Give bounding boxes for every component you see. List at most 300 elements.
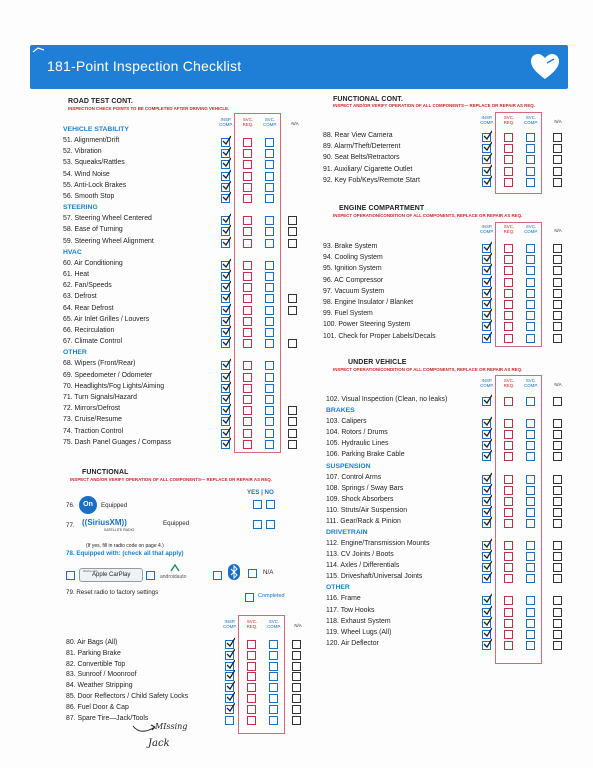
na-checkbox[interactable] [288,306,297,315]
svc-req-checkbox[interactable] [504,563,513,572]
checklist-item-label: 109. Shock Absorbers [326,495,394,503]
svc-req-checkbox[interactable] [243,160,252,169]
na-checkbox[interactable] [292,716,301,725]
svc-comp-checkbox[interactable] [265,216,274,225]
svc-req-checkbox[interactable] [504,155,513,164]
carplay-checkbox[interactable] [66,571,75,580]
category-heading: STEERING [63,204,98,212]
svc-comp-checkbox[interactable] [269,705,278,714]
na-checkbox[interactable] [288,440,297,449]
checklist-item-label: 52. Vibration [63,148,102,156]
checkmark-icon [483,616,492,626]
svc-req-checkbox[interactable] [504,486,513,495]
checkmark-icon [222,303,231,313]
na-checkbox[interactable] [288,239,297,248]
handwritten-note-jack: Jack [148,738,170,749]
siriusxm-logo: ((SiriusXM)) [82,518,127,527]
svc-req-checkbox[interactable] [504,441,513,450]
svc-req-checkbox[interactable] [247,716,256,725]
svc-comp-checkbox[interactable] [526,619,535,628]
svc-req-checkbox[interactable] [243,149,252,158]
item78-na-checkbox[interactable] [248,569,257,578]
column-header-na: N/A [554,119,562,124]
svc-comp-checkbox[interactable] [526,608,535,617]
svc-req-checkbox[interactable] [243,172,252,181]
svc-req-checkbox[interactable] [243,272,252,281]
svc-comp-checkbox[interactable] [526,255,535,264]
checklist-item-label: 118. Exhaust System [326,617,391,625]
item79-completed-label: Completed [258,593,285,599]
na-checkbox[interactable] [553,300,562,309]
svc-comp-checkbox[interactable] [526,497,535,506]
functional-title: FUNCTIONAL [82,469,129,476]
checklist-item-label: 63. Defrost [63,293,97,301]
svc-comp-checkbox[interactable] [526,508,535,517]
na-checkbox[interactable] [553,289,562,298]
checkmark-icon [222,437,231,447]
na-checkbox[interactable] [288,406,297,415]
checkmark-icon [483,427,492,437]
na-checkbox[interactable] [553,167,562,176]
na-checkbox[interactable] [553,497,562,506]
svc-req-checkbox[interactable] [504,519,513,528]
svc-req-checkbox[interactable] [243,317,252,326]
na-checkbox[interactable] [292,683,301,692]
na-checkbox[interactable] [553,508,562,517]
under-vehicle-title: UNDER VEHICLE [348,359,407,366]
svc-comp-checkbox[interactable] [265,194,274,203]
svc-comp-checkbox[interactable] [265,361,274,370]
svc-comp-checkbox[interactable] [526,486,535,495]
na-checkbox[interactable] [553,244,562,253]
column-header-svc_req: SVC. REQ. [503,224,515,234]
na-checkbox[interactable] [553,619,562,628]
svc-req-checkbox[interactable] [247,640,256,649]
checkmark-icon [222,224,231,234]
svc-req-checkbox[interactable] [247,672,256,681]
checklist-item-label: 57. Steering Wheel Centered [63,215,152,223]
svc-comp-checkbox[interactable] [269,683,278,692]
svc-comp-checkbox[interactable] [526,574,535,583]
checklist-item-label: 72. Mirrors/Defrost [63,405,121,413]
checklist-item-label: 103. Calipers [326,418,367,426]
na-checkbox[interactable] [553,155,562,164]
na-checkbox[interactable] [553,541,562,550]
svc-comp-checkbox[interactable] [265,339,274,348]
checklist-item-label: 62. Fan/Speeds [63,282,112,290]
na-checkbox[interactable] [553,608,562,617]
svc-req-checkbox[interactable] [243,294,252,303]
svc-comp-checkbox[interactable] [265,172,274,181]
svc-req-checkbox[interactable] [243,440,252,449]
svc-req-checkbox[interactable] [243,361,252,370]
na-checkbox[interactable] [288,294,297,303]
svc-req-checkbox[interactable] [504,244,513,253]
column-header-na: N/A [554,382,562,387]
checkmark-icon [222,325,231,335]
svc-req-checkbox[interactable] [504,630,513,639]
functional-cont-subtitle: INSPECT AND/OR VERIFY OPERATION OF ALL COMPONENTS— REPLACE OR REPAIR AS REQ. [333,103,535,108]
svc-req-checkbox[interactable] [504,278,513,287]
na-checkbox[interactable] [553,574,562,583]
svc-comp-checkbox[interactable] [269,672,278,681]
na-checkbox[interactable] [553,486,562,495]
svc-req-checkbox[interactable] [504,619,513,628]
checklist-item-label: 73. Cruise/Resume [63,416,122,424]
item78-label: 78. Equipped with: (check all that apply) [66,550,184,557]
svc-comp-checkbox[interactable] [526,133,535,142]
checklist-item-label: 93. Brake System [323,243,378,250]
svc-req-checkbox[interactable] [243,261,252,270]
column-header-svc_comp: SVC. COMP. [524,224,538,234]
checklist-item-label: 108. Springs / Sway Bars [326,484,404,492]
checklist-item-label: 53. Squeaks/Rattles [63,159,125,167]
na-checkbox[interactable] [553,563,562,572]
checkmark-icon [222,291,231,301]
svc-comp-checkbox[interactable] [265,306,274,315]
na-checkbox[interactable] [553,322,562,331]
category-heading: OTHER [63,349,87,357]
svc-comp-checkbox[interactable] [526,311,535,320]
svc-comp-checkbox[interactable] [526,519,535,528]
column-header-insp: INSP. COMP. [480,378,494,388]
checklist-item-label: 83. Sunroof / Moonroof [66,671,137,679]
na-checkbox[interactable] [553,641,562,650]
checkmark-icon [483,141,492,151]
svc-req-checkbox[interactable] [504,322,513,331]
na-checkbox[interactable] [553,552,562,561]
svc-comp-checkbox[interactable] [526,419,535,428]
na-checkbox[interactable] [553,452,562,461]
checklist-item-label: 87. Spare Tire—Jack/Tools [66,714,149,722]
checkmark-icon [483,505,492,515]
column-header-svc_comp: SVC. COMP. [524,115,538,125]
svc-req-checkbox[interactable] [504,475,513,484]
svc-comp-checkbox[interactable] [265,272,274,281]
svc-req-checkbox[interactable] [504,608,513,617]
svc-comp-checkbox[interactable] [265,149,274,158]
checklist-item-label: 98. Engine Insulator / Blanket [323,299,414,306]
svc-req-checkbox[interactable] [504,508,513,517]
svc-comp-checkbox[interactable] [265,328,274,337]
checkmark-icon [483,394,492,404]
checkmark-icon [222,426,231,436]
svc-comp-checkbox[interactable] [526,563,535,572]
svc-req-checkbox[interactable] [504,552,513,561]
svc-req-checkbox[interactable] [504,255,513,264]
item78-na-label: N/A [263,569,274,576]
svc-req-checkbox[interactable] [504,596,513,605]
na-checkbox[interactable] [288,339,297,348]
svc-comp-checkbox[interactable] [526,397,535,406]
column-header-na: N/A [294,623,302,628]
svc-comp-checkbox[interactable] [526,552,535,561]
svc-comp-checkbox[interactable] [265,373,274,382]
svc-comp-checkbox[interactable] [526,322,535,331]
svc-comp-checkbox[interactable] [526,144,535,153]
checklist-item-label: 55. Anti-Lock Brakes [63,181,127,189]
item77-label: Equipped [163,520,190,527]
na-checkbox[interactable] [553,419,562,428]
checkmark-icon [226,648,235,658]
na-checkbox[interactable] [292,640,301,649]
na-checkbox[interactable] [553,475,562,484]
svc-comp-checkbox[interactable] [265,227,274,236]
checkmark-icon [222,180,231,190]
na-checkbox[interactable] [292,651,301,660]
category-heading: DRIVETRAIN [326,529,368,536]
checkmark-icon [222,236,231,246]
na-checkbox[interactable] [553,596,562,605]
svc-comp-checkbox[interactable] [526,475,535,484]
carplay-label: Apple CarPlay [92,572,131,578]
checkmark-icon [222,157,231,167]
svc-req-checkbox[interactable] [504,167,513,176]
svc-comp-checkbox[interactable] [526,289,535,298]
column-header-insp: INSP. COMP. [480,115,494,125]
svc-comp-checkbox[interactable] [526,300,535,309]
checkmark-icon [483,538,492,548]
na-checkbox[interactable] [288,227,297,236]
checklist-item-label: 111. Gear/Rack & Pinion [326,517,401,525]
svc-comp-checkbox[interactable] [265,160,274,169]
svc-comp-checkbox[interactable] [269,651,278,660]
item77-no-checkbox[interactable] [266,520,275,529]
svc-req-checkbox[interactable] [504,311,513,320]
na-checkbox[interactable] [553,255,562,264]
checklist-item-label: 117. Tow Hooks [326,606,375,614]
checkmark-icon [222,381,231,391]
bluetooth-checkbox[interactable] [213,571,222,580]
svc-comp-checkbox[interactable] [265,317,274,326]
svc-req-checkbox[interactable] [504,541,513,550]
svc-comp-checkbox[interactable] [265,406,274,415]
svc-req-checkbox[interactable] [243,429,252,438]
svc-req-checkbox[interactable] [504,178,513,187]
checkmark-icon [226,659,235,669]
na-checkbox[interactable] [553,519,562,528]
checkmark-icon [226,637,235,647]
na-checkbox[interactable] [553,397,562,406]
na-checkbox[interactable] [292,672,301,681]
column-header-na: N/A [554,228,562,233]
checklist-item-label: 65. Air Inlet Grilles / Louvers [63,315,150,323]
column-header-svc_req: SVC. REQ. [503,115,515,125]
svc-req-checkbox[interactable] [504,133,513,142]
na-checkbox[interactable] [288,417,297,426]
checkmark-icon [483,275,492,285]
bluetooth-icon [228,564,240,580]
column-header-svc_req: SVC. REQ. [246,619,258,629]
checkmark-icon [222,414,231,424]
item79-label: 79. Reset radio to factory settings [66,589,159,596]
na-checkbox[interactable] [553,178,562,187]
checkmark-icon [483,593,492,603]
svc-comp-checkbox[interactable] [526,441,535,450]
svc-comp-checkbox[interactable] [265,417,274,426]
checkmark-icon [483,286,492,296]
checklist-item-label: 75. Dash Panel Guages / Compass [63,438,172,446]
column-header-insp: INSP. COMP. [219,117,233,127]
checkmark-icon [222,403,231,413]
category-heading: OTHER [326,584,350,592]
svc-req-checkbox[interactable] [243,227,252,236]
checkmark-icon [483,560,492,570]
svc-req-checkbox[interactable] [504,289,513,298]
svc-comp-checkbox[interactable] [265,429,274,438]
item76-no-checkbox[interactable] [266,500,275,509]
svc-comp-checkbox[interactable] [526,641,535,650]
checklist-item-label: 71. Turn Signals/Hazard [63,394,137,401]
android-auto-checkbox[interactable] [146,571,155,580]
svc-req-checkbox[interactable] [504,300,513,309]
svc-comp-checkbox[interactable] [526,630,535,639]
svc-comp-checkbox[interactable] [526,334,535,343]
svc-comp-checkbox[interactable] [265,384,274,393]
checkmark-icon [226,691,235,701]
checklist-item-label: 81. Parking Brake [66,649,121,657]
item79-completed-checkbox[interactable] [245,593,254,602]
svc-comp-checkbox[interactable] [526,541,535,550]
checklist-item-label: 64. Rear Defrost [63,304,114,312]
checklist-item-label: 119. Wheel Lugs (All) [326,628,392,636]
na-checkbox[interactable] [553,334,562,343]
svc-req-checkbox[interactable] [504,397,513,406]
svc-req-checkbox[interactable] [243,339,252,348]
svc-req-checkbox[interactable] [243,384,252,393]
svc-comp-checkbox[interactable] [526,155,535,164]
svc-req-checkbox[interactable] [243,328,252,337]
column-header-svc_comp: SVC. COMP. [263,117,277,127]
checklist-item-label: 120. Air Deflector [326,639,379,647]
svc-req-checkbox[interactable] [243,194,252,203]
checklist-item-label: 95. Ignition System [323,265,382,273]
column-header-svc_comp: SVC. COMP. [267,619,281,629]
svc-comp-checkbox[interactable] [526,596,535,605]
svc-req-checkbox[interactable] [243,373,252,382]
android-auto-label: androidauto [160,574,187,580]
item77-yes-checkbox[interactable] [253,520,262,529]
svc-comp-checkbox[interactable] [265,138,274,147]
checklist-item-label: 84. Weather Stripping [66,682,133,690]
insp-comp-checkbox[interactable] [225,716,234,725]
svc-comp-checkbox[interactable] [526,430,535,439]
svc-req-checkbox[interactable] [243,216,252,225]
svc-comp-checkbox[interactable] [269,662,278,671]
svc-req-checkbox[interactable] [243,306,252,315]
item76-yes-checkbox[interactable] [253,500,262,509]
na-checkbox[interactable] [553,441,562,450]
na-checkbox[interactable] [292,662,301,671]
na-checkbox[interactable] [553,144,562,153]
svc-req-checkbox[interactable] [247,705,256,714]
svc-req-checkbox[interactable] [504,641,513,650]
svc-req-checkbox[interactable] [243,406,252,415]
svc-req-checkbox[interactable] [243,395,252,404]
na-checkbox[interactable] [288,216,297,225]
na-checkbox[interactable] [553,311,562,320]
checklist-item-label: 104. Rotors / Drums [326,429,388,437]
na-checkbox[interactable] [553,133,562,142]
svc-req-checkbox[interactable] [243,138,252,147]
column-header-svc_comp: SVC. COMP. [524,378,538,388]
na-checkbox[interactable] [553,266,562,275]
checklist-item-label: 96. AC Compressor [323,276,384,284]
svc-comp-checkbox[interactable] [265,395,274,404]
svc-comp-checkbox[interactable] [269,694,278,703]
svc-req-checkbox[interactable] [247,662,256,671]
svc-comp-checkbox[interactable] [526,244,535,253]
checklist-item-label: 91. Auxiliary/ Cigarette Outlet [323,165,413,173]
svc-comp-checkbox[interactable] [269,716,278,725]
svc-req-checkbox[interactable] [243,183,252,192]
svc-req-checkbox[interactable] [247,694,256,703]
svc-req-checkbox[interactable] [504,334,513,343]
category-heading: SUSPENSION [326,462,371,470]
checklist-item-label: 68. Wipers (Front/Rear) [63,360,136,368]
na-checkbox[interactable] [292,705,301,714]
android-auto-icon [170,564,180,572]
svc-comp-checkbox[interactable] [526,178,535,187]
svc-req-checkbox[interactable] [243,283,252,292]
svc-comp-checkbox[interactable] [526,278,535,287]
na-checkbox[interactable] [288,429,297,438]
svc-req-checkbox[interactable] [504,266,513,275]
na-checkbox[interactable] [553,278,562,287]
svc-comp-checkbox[interactable] [526,167,535,176]
checkmark-icon [222,392,231,402]
checklist-item-label: 66. Recirculation [63,327,115,334]
svc-comp-checkbox[interactable] [265,283,274,292]
svc-req-checkbox[interactable] [247,683,256,692]
checklist-item-label: 114. Axles / Differentials [326,562,400,570]
svc-req-checkbox[interactable] [504,497,513,506]
svc-req-checkbox[interactable] [504,419,513,428]
svc-req-checkbox[interactable] [504,144,513,153]
checklist-item-label: 100. Power Steering System [323,321,411,329]
svc-req-checkbox[interactable] [243,417,252,426]
svc-comp-checkbox[interactable] [265,183,274,192]
checkmark-icon [222,314,231,324]
na-checkbox[interactable] [553,430,562,439]
checkmark-icon [222,269,231,279]
svc-comp-checkbox[interactable] [269,640,278,649]
checklist-item-label: 115. Driveshaft/Universal Joints [326,573,423,581]
checklist-item-label: 56. Smooth Stop [63,193,115,200]
na-checkbox[interactable] [553,630,562,639]
svc-req-checkbox[interactable] [504,430,513,439]
checkmark-icon [483,319,492,329]
svc-comp-checkbox[interactable] [526,266,535,275]
checkmark-icon [483,571,492,581]
svc-comp-checkbox[interactable] [265,261,274,270]
svc-comp-checkbox[interactable] [265,239,274,248]
checkmark-icon [483,638,492,648]
svc-req-checkbox[interactable] [243,239,252,248]
checklist-item-label: 60. Air Conditioning [63,259,123,267]
svc-req-checkbox[interactable] [504,452,513,461]
svc-req-checkbox[interactable] [504,574,513,583]
svc-req-checkbox[interactable] [247,651,256,660]
na-checkbox[interactable] [292,694,301,703]
checklist-item-label: 99. Fuel System [323,310,373,318]
checklist-item-label: 59. Steering Wheel Alignment [63,237,154,245]
item77-note: (If yes, fill in radio code on page 4.) [86,543,164,549]
svc-comp-checkbox[interactable] [265,294,274,303]
svc-comp-checkbox[interactable] [526,452,535,461]
road-test-subtitle: INSPECTION CHECK POINTS TO BE COMPLETED AFTER DRIVING VEHICLE. [68,106,230,111]
svc-comp-checkbox[interactable] [265,440,274,449]
